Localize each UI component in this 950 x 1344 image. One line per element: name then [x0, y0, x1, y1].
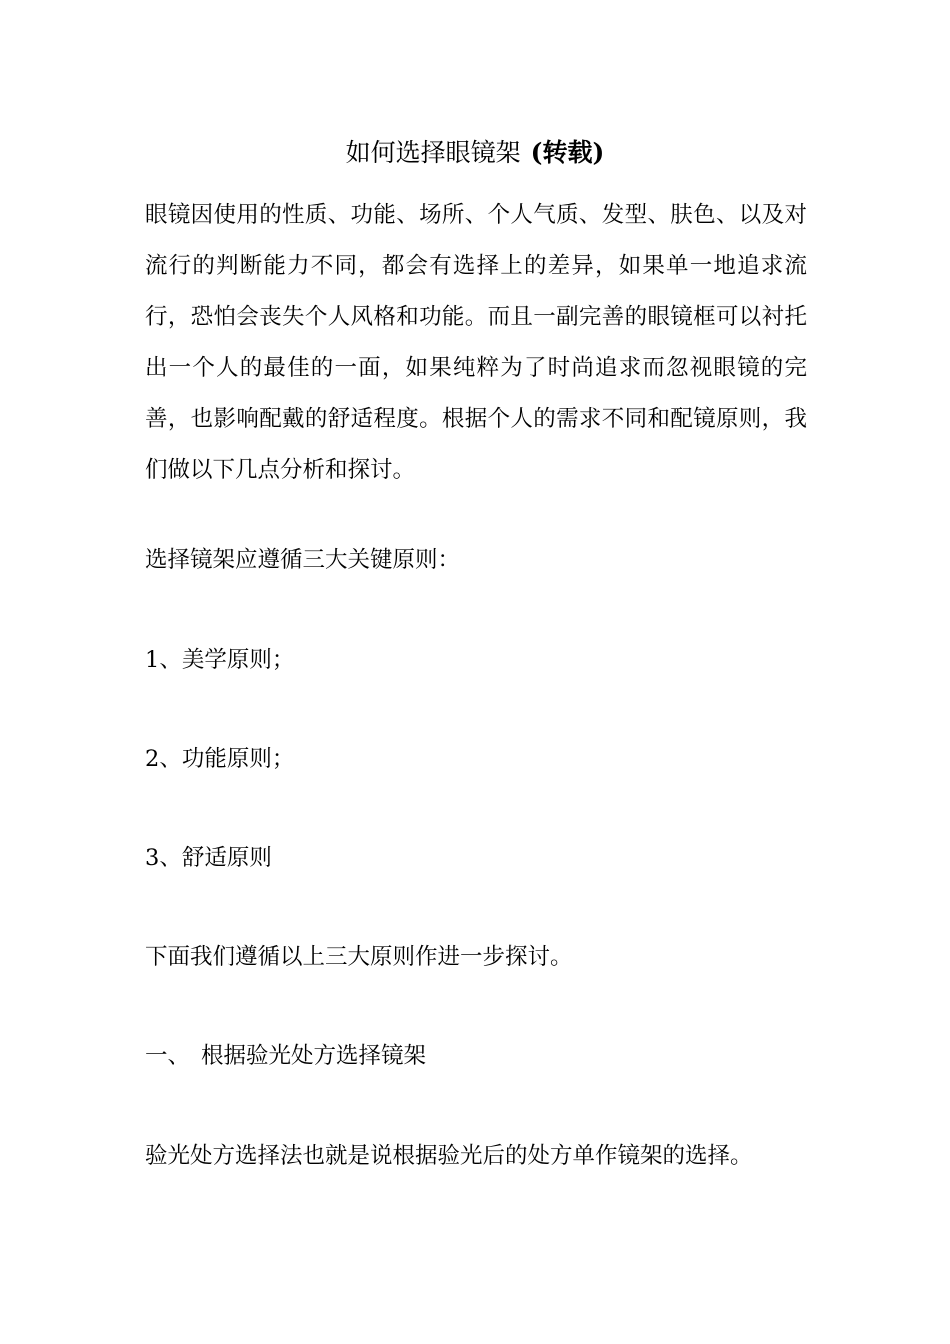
section-1-heading [145, 1039, 426, 1073]
section-1-text: 验光处方选择法也就是说根据验光后的处方单作镜架的选择。 [145, 1143, 753, 1169]
principle-item-1: 1、美学原则； [145, 647, 295, 673]
title-text: 如何选择眼镜架 [345, 138, 521, 167]
principles-intro: 选择镜架应遵循三大关键原则： [145, 547, 461, 573]
principle-item-3: 3、舒适原则 [145, 845, 272, 871]
principle-item-2: 2、功能原则； [145, 746, 295, 772]
title-suffix: (转载) [530, 138, 605, 167]
document-title [0, 136, 950, 170]
section-1-heading-text: 根据验光处方选择镜架 [201, 1043, 427, 1069]
section-1-number: 一、 [145, 1043, 191, 1069]
discussion-intro: 下面我们遵循以上三大原则作进一步探讨。 [145, 944, 573, 970]
intro-paragraph: 眼镜因使用的性质、功能、场所、个人气质、发型、肤色、以及对流行的判断能力不同，都会有选择上的差异，如果单一地追求流行，恐怕会丧失个人风格和功能。而且一副完善的眼镜框可以衬托出一个人的最佳的一面，如果纯粹为了时尚追求而忽视眼镜的完善，也影响配戴的舒适程度。根据个人的需求不同和配镜原则，我们做以下几点分析和探讨。 [145, 202, 807, 483]
